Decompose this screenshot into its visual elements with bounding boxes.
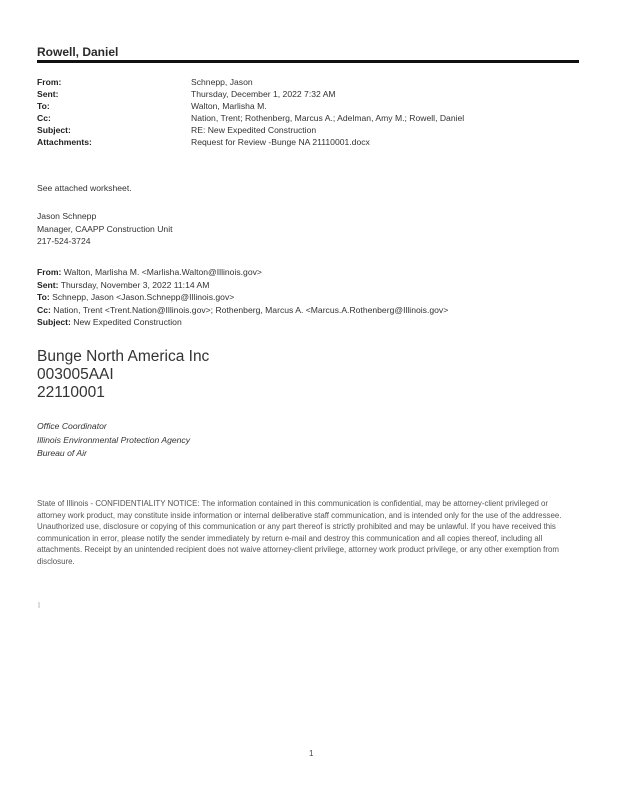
- header-value: Thursday, December 1, 2022 7:32 AM: [191, 89, 336, 99]
- forwarded-row-cc: [37, 304, 597, 317]
- application-number: 22110001: [37, 384, 105, 401]
- bureau-name: Bureau of Air: [37, 448, 87, 458]
- agency-name: Illinois Environmental Protection Agency: [37, 434, 191, 445]
- facility-name: Bunge North America Inc: [37, 348, 210, 365]
- signature-line: 217-524-3724: [37, 236, 91, 246]
- forwarded-row-sent: [37, 279, 597, 292]
- header-rule: [37, 60, 579, 63]
- office-signature: [37, 420, 190, 461]
- forwarded-row-to: [37, 291, 597, 304]
- header-row-from: [37, 76, 597, 88]
- forwarded-value: Nation, Trent <Trent.Nation@Illinois.gov>; Rothenberg, Marcus A. <Marcus.A.Rothenberg@Illinois.gov>: [50, 304, 449, 315]
- header-label: To:: [37, 101, 50, 111]
- header-value: RE: New Expedited Construction: [191, 125, 317, 135]
- forwarded-value: Thursday, November 3, 2022 11:14 AM: [58, 279, 210, 290]
- forwarded-value: New Expedited Construction: [70, 317, 182, 327]
- forwarded-value: Walton, Marlisha M. <Marlisha.Walton@Illinois.gov>: [61, 267, 262, 277]
- header-label: Subject:: [37, 125, 71, 135]
- header-row-sent: [37, 88, 597, 100]
- office-title: Office Coordinator: [37, 421, 107, 431]
- page-number: 1: [309, 749, 314, 758]
- email-header: [37, 76, 597, 148]
- forwarded-label: Sent:: [37, 279, 59, 290]
- header-row-cc: [37, 112, 597, 124]
- forwarded-header: [37, 266, 597, 329]
- forwarded-label: From:: [37, 267, 62, 277]
- confidentiality-notice: State of Illinois - CONFIDENTIALITY NOTICE: The information contained in this communication is confidential, may be attorney-client privileged or attorney work product, may constitute inside information or internal deliberative staff communication, and is intended only for the use of the addressee. Unauthorized use, disclosure or copying of this communication or any part thereof is strictly prohibited and may be unlawful. If you have received this communication in error, please notify the sender immediately by return e-mail and destroy this communication and all copies thereof, including all attachments. Receipt by an unintended recipient does not waive attorney-client privilege, attorney work product privilege, or any other exemption from disclosure.: [37, 499, 562, 566]
- signature-line: Manager, CAAPP Construction Unit: [37, 223, 173, 234]
- header-label: From:: [37, 77, 62, 87]
- mailbox-owner-name: Rowell, Daniel: [37, 45, 119, 59]
- forwarded-value: Schnepp, Jason <Jason.Schnepp@Illinois.gov>: [49, 292, 235, 302]
- scan-artifact: [38, 602, 40, 608]
- header-row-subject: [37, 124, 597, 136]
- email-body-intro: See attached worksheet.: [37, 183, 132, 193]
- header-label: Cc:: [37, 113, 51, 123]
- forwarded-row-from: [37, 266, 597, 279]
- attachment-filename: Request for Review -Bunge NA 21110001.docx: [191, 137, 370, 147]
- forwarded-row-subject: [37, 316, 597, 329]
- signature-line: Jason Schnepp: [37, 211, 97, 221]
- forwarded-label: To:: [37, 292, 50, 302]
- header-row-to: [37, 100, 597, 112]
- facility-id: 003005AAI: [37, 366, 114, 383]
- header-value: Schnepp, Jason: [191, 77, 253, 87]
- forwarded-label: Cc:: [37, 304, 51, 315]
- forwarded-label: Subject:: [37, 317, 71, 327]
- email-signature: [37, 210, 173, 248]
- header-row-attachments: [37, 136, 597, 148]
- header-value: Walton, Marlisha M.: [191, 101, 267, 111]
- header-label: Attachments:: [37, 137, 92, 147]
- header-value: Nation, Trent; Rothenberg, Marcus A.; Adelman, Amy M.; Rowell, Daniel: [191, 113, 465, 123]
- facility-block: [37, 348, 209, 402]
- header-label: Sent:: [37, 89, 59, 99]
